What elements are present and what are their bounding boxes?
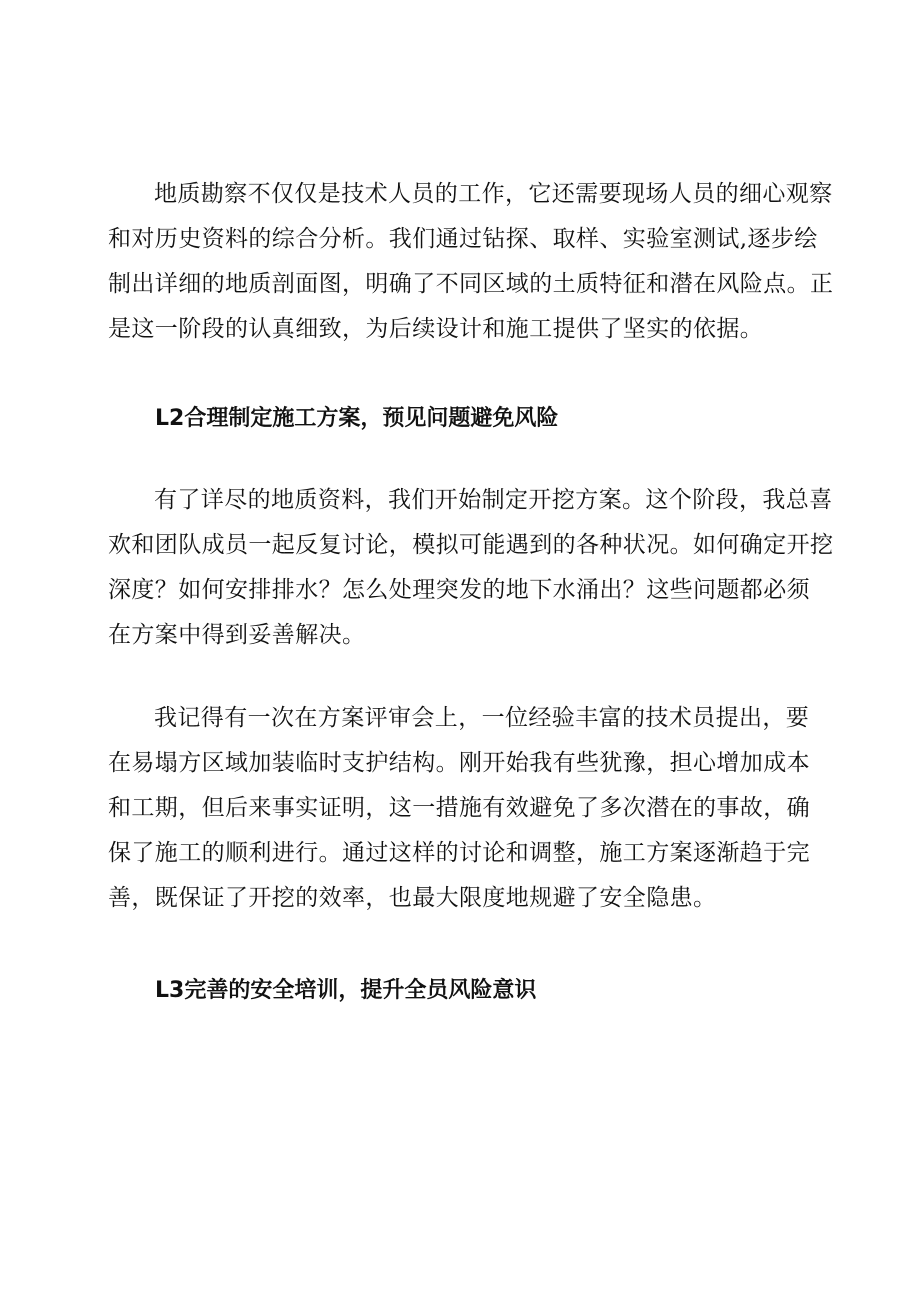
paragraph-line: 和工期，但后来事实证明，这一措施有效避免了多次潜在的事故，确 [108,795,810,821]
paragraph-line: 保了施工的顺利进行。通过这样的讨论和调整，施工方案逐渐趋于完 [108,840,810,866]
paragraph-line: 和对历史资料的综合分析。我们通过钻探、取样、实验室测试,逐步绘 [108,226,818,252]
section-heading-safety-training: L3完善的安全培训，提升全员风险意识 [155,978,537,1003]
paragraph-line: 在方案中得到妥善解决。 [108,622,366,648]
paragraph-line: 善，既保证了开挖的效率，也最大限度地规避了安全隐患。 [108,885,717,911]
paragraph-line: 制出详细的地质剖面图，明确了不同区域的土质特征和潜在风险点。正 [108,271,834,297]
paragraph-line: 在易塌方区域加装临时支护结构。刚开始我有些犹豫，担心增加成本 [108,750,810,776]
paragraph-line: 欢和团队成员一起反复讨论，模拟可能遇到的各种状况。如何确定开挖 [108,532,834,558]
paragraph-plan-review [108,696,828,921]
paragraph-line: 深度？如何安排排水？怎么处理突发的地下水涌出？这些问题都必须 [108,577,810,603]
paragraph-line: 有了详尽的地质资料，我们开始制定开挖方案。这个阶段，我总喜 [154,487,833,513]
paragraph-line: 地质勘察不仅仅是技术人员的工作，它还需要现场人员的细心观察 [154,181,833,207]
paragraph-line: 是这一阶段的认真细致，为后续设计和施工提供了坚实的依据。 [108,316,764,342]
section-heading-construction-plan: L2合理制定施工方案，预见问题避免风险 [155,406,559,431]
paragraph-geological-survey [108,172,834,352]
paragraph-line: 我记得有一次在方案评审会上，一位经验丰富的技术员提出，要 [154,705,810,731]
paragraph-excavation-plan [108,478,834,658]
